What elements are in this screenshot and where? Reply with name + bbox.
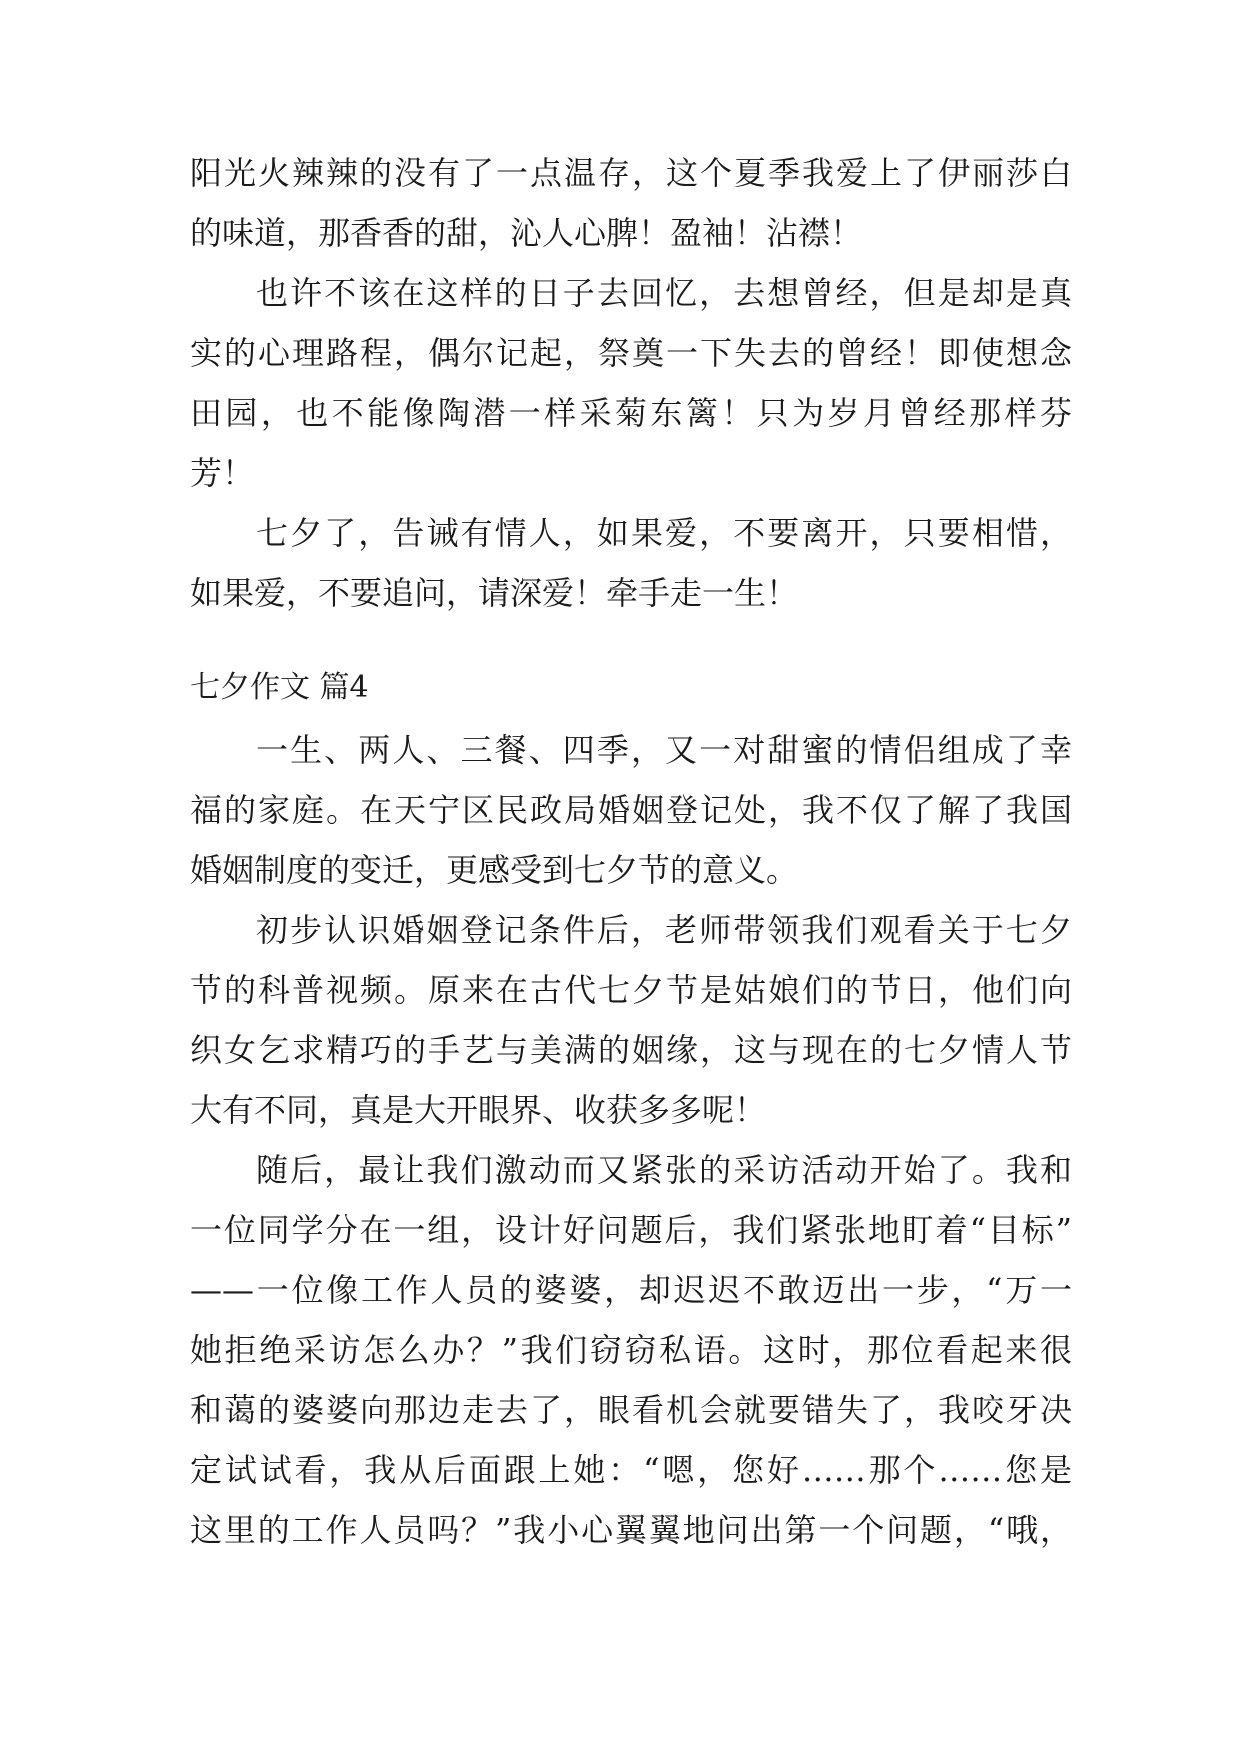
- paragraph-line: 随后，最让我们激动而又紧张的采访活动开始了。我和: [256, 1151, 1072, 1189]
- paragraph-line: 芳！: [190, 454, 255, 492]
- paragraph-line: 如果爱，不要追问，请深爱！牵手走一生！: [190, 574, 799, 612]
- paragraph-line: 福的家庭。在天宁区民政局婚姻登记处，我不仅了解了我国: [190, 791, 1072, 829]
- paragraph-line: 她拒绝采访怎么办？”我们窃窃私语。这时，那位看起来很: [190, 1331, 1072, 1369]
- paragraph-line: 婚姻制度的变迁，更感受到七夕节的意义。: [190, 851, 799, 889]
- paragraph-line: 七夕了，告诫有情人，如果爱，不要离开，只要相惜，: [256, 514, 1072, 552]
- paragraph-line: 一位同学分在一组，设计好问题后，我们紧张地盯着“目标”: [190, 1211, 1072, 1249]
- paragraph-line: 大有不同，真是大开眼界、收获多多呢！: [190, 1091, 767, 1129]
- paragraph-line: 实的心理路程，偶尔记起，祭奠一下失去的曾经！即使想念: [190, 334, 1072, 372]
- section-heading: 七夕作文 篇4: [190, 670, 369, 705]
- paragraph-line: 初步认识婚姻登记条件后，老师带领我们观看关于七夕: [256, 911, 1072, 949]
- paragraph-line: 一生、两人、三餐、四季，又一对甜蜜的情侣组成了幸: [256, 731, 1072, 769]
- paragraph-line: 这里的工作人员吗？”我小心翼翼地问出第一个问题，“哦，: [190, 1511, 1072, 1549]
- paragraph-line: ——一位像工作人员的婆婆，却迟迟不敢迈出一步，“万一: [190, 1271, 1072, 1309]
- paragraph-line: 也许不该在这样的日子去回忆，去想曾经，但是却是真: [256, 274, 1072, 312]
- paragraph-line: 阳光火辣辣的没有了一点温存，这个夏季我爱上了伊丽莎白: [190, 154, 1072, 192]
- paragraph-line: 的味道，那香香的甜，沁人心脾！盈袖！沾襟！: [190, 214, 863, 252]
- paragraph-line: 织女乞求精巧的手艺与美满的姻缘，这与现在的七夕情人节: [190, 1031, 1072, 1069]
- paragraph-line: 田园，也不能像陶潜一样采菊东篱！只为岁月曾经那样芬: [190, 394, 1072, 432]
- paragraph-line: 和蔼的婆婆向那边走去了，眼看机会就要错失了，我咬牙决: [190, 1391, 1072, 1429]
- paragraph-line: 节的科普视频。原来在古代七夕节是姑娘们的节日，他们向: [190, 971, 1072, 1009]
- paragraph-line: 定试试看，我从后面跟上她：“嗯，您好……那个……您是: [190, 1451, 1072, 1489]
